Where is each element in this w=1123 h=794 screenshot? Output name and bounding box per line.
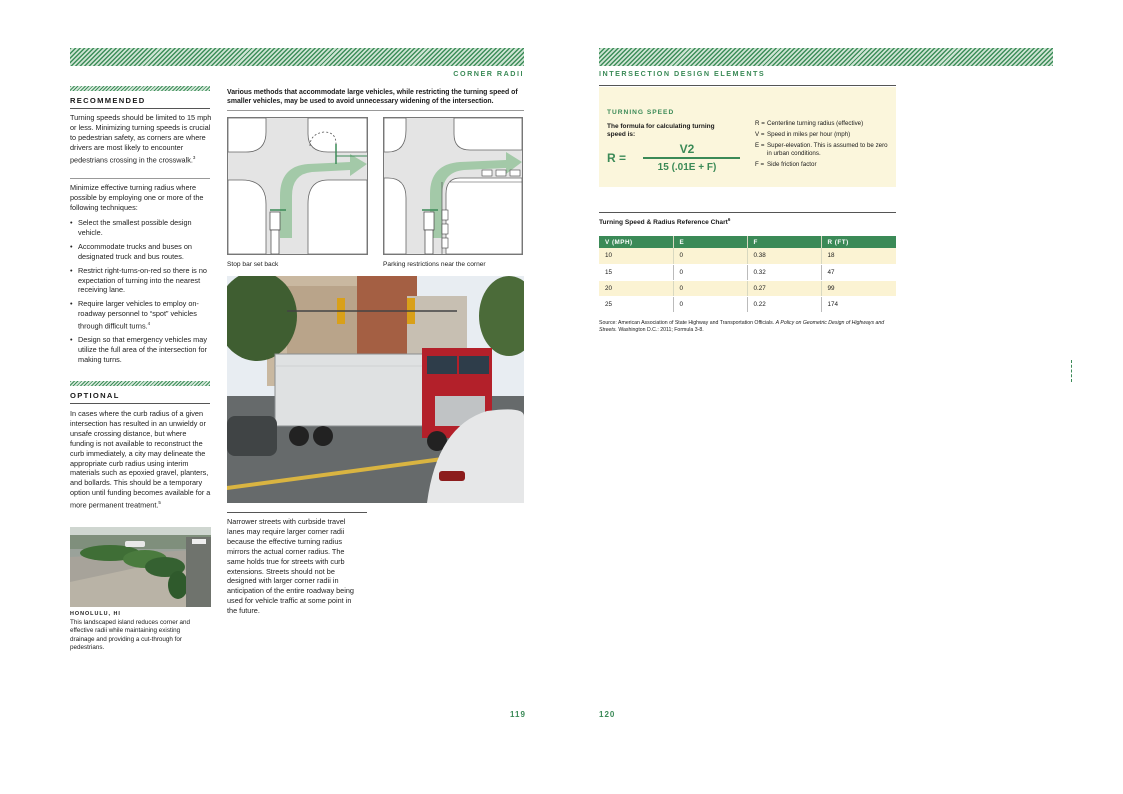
col-header-f: F <box>747 236 821 248</box>
recommended-para-2: Minimize effective turning radius where possible by employing one or more of the following techniques: <box>70 183 204 212</box>
formula-fraction-bar <box>643 157 740 159</box>
narrow-streets-text: Narrower streets with curbside travel lanes may require larger corner radii because the effective turning radius mirrors the actual corner radius. The same holds true for streets with curb extensions. Streets should not be designed with larger corner radii in anticipation of the entire roadway being used for vehicle traffic at some point in the future. <box>227 517 354 616</box>
formula-lead: The formula for calculating turning speed is: <box>607 123 715 139</box>
page-number-120: 120 <box>599 710 616 719</box>
table-cell: 0 <box>673 296 747 312</box>
list-item-text: Require larger vehicles to employ on-roadway personnel to “spot” vehicles through difficult turns. <box>78 299 199 331</box>
list-item: • Design so that emergency vehicles may utilize the full area of the intersection for making turns. <box>70 335 210 365</box>
source-title: A Policy on Geometric Design of Highways and Streets. <box>599 320 885 334</box>
formula-lhs: R = <box>607 151 627 165</box>
table-cell: 15 <box>599 264 673 280</box>
recommended-title: RECOMMENDED <box>70 96 146 105</box>
left-running-header: CORNER RADII <box>453 69 524 78</box>
table-cell: 0 <box>673 264 747 280</box>
table-cell: 0.27 <box>747 280 821 296</box>
table-row <box>599 264 896 280</box>
col-header-v: V (MPH) <box>599 236 673 248</box>
table-cell: 99 <box>821 280 896 296</box>
table-row <box>599 296 896 312</box>
legend-key: V = <box>755 131 765 138</box>
formula-legend <box>755 120 890 169</box>
table-cell: 47 <box>821 264 896 280</box>
diagram-caption-stop-bar: Stop bar set back <box>227 261 279 268</box>
intro-divider <box>227 110 524 111</box>
chart-top-rule <box>599 212 896 213</box>
table-row <box>599 248 896 264</box>
diagram-caption-parking: Parking restrictions near the corner <box>383 261 486 268</box>
list-item: • Restrict right-turns-on-red so there is no expectation of turning into the nearest receiving lane. <box>70 266 210 296</box>
table-cell: 10 <box>599 248 673 264</box>
photo-location: HONOLULU, HI <box>70 611 121 617</box>
legend-key: F = <box>755 161 765 168</box>
table-header-row <box>599 236 896 248</box>
chart-title-text: Turning Speed & Radius Reference Chart <box>599 219 728 227</box>
recommended-rule <box>70 86 210 91</box>
legend-item-v <box>755 131 890 139</box>
reference-table <box>599 236 896 313</box>
legend-text: Super-elevation. This is assumed to be zero in urban conditions. <box>767 142 888 157</box>
recommended-para-1 <box>70 113 212 165</box>
recommended-para-1-text: Turning speeds should be limited to 15 mph or less. Minimizing turning speeds is crucial to pedestrian safety, as corners are where drivers are most likely to encounter pedestrians crossing in the crosswalk. <box>70 113 212 165</box>
list-item: • Select the smallest possible design vehicle. <box>70 218 210 238</box>
table-cell: 20 <box>599 280 673 296</box>
optional-title: OPTIONAL <box>70 391 120 400</box>
recommended-divider <box>70 108 210 109</box>
table-cell: 25 <box>599 296 673 312</box>
table-cell: 0 <box>673 280 747 296</box>
legend-key: E = <box>755 142 765 149</box>
left-header-band <box>70 48 524 66</box>
optional-divider <box>70 403 210 404</box>
source-suffix: Washington D.C.: 2011; Formula 3-8. <box>616 327 704 334</box>
table-cell: 174 <box>821 296 896 312</box>
table-cell: 0.32 <box>747 264 821 280</box>
landscaped-island-image <box>70 527 211 607</box>
technique-list <box>70 218 210 369</box>
legend-text: Centerline turning radius (effective) <box>767 120 864 127</box>
formula-top-rule <box>599 85 896 86</box>
footnote-3: 3 <box>192 154 196 160</box>
stop-bar-diagram <box>227 117 368 255</box>
legend-item-r <box>755 120 890 128</box>
turning-speed-title: TURNING SPEED <box>607 109 675 116</box>
table-cell: 0.22 <box>747 296 821 312</box>
chart-title <box>599 217 730 226</box>
right-header-band <box>599 48 1053 66</box>
optional-rule <box>70 381 210 386</box>
source-note <box>599 320 889 335</box>
table-cell: 0 <box>673 248 747 264</box>
formula-numerator: V2 <box>679 142 695 156</box>
formula-denominator: 15 (.01E + F) <box>657 162 717 173</box>
legend-text: Speed in miles per hour (mph) <box>767 131 851 138</box>
parking-restrictions-diagram <box>383 117 523 255</box>
legend-item-e <box>755 142 890 158</box>
list-item: • Accommodate trucks and buses on designated truck and bus routes. <box>70 242 210 262</box>
optional-para <box>70 409 212 510</box>
col-header-e: E <box>673 236 747 248</box>
legend-text: Side friction factor <box>767 161 817 168</box>
page-edge-mark <box>1071 360 1072 382</box>
honolulu-photo <box>70 527 211 607</box>
footnote-4: 4 <box>147 321 151 327</box>
list-item <box>70 299 210 331</box>
legend-item-f <box>755 161 890 169</box>
page-number-119: 119 <box>510 710 526 719</box>
truck-photo <box>227 276 524 503</box>
turning-speed-box <box>599 87 896 187</box>
footnote-5: 5 <box>158 500 161 506</box>
footnote-6: 6 <box>727 217 731 222</box>
optional-para-text: In cases where the curb radius of a given intersection has resulted in an unwieldy or unsafe crossing distance, but where funding is not available to reconstruct the curb immediately, a city may delineate the appropriate curb radius using interim materials such as epoxied gravel, planters, and bollards. This should be a temporary option until funding becomes available for a more permanent treatment. <box>70 409 211 510</box>
source-prefix: Source: American Association of State Highway and Transportation Officials. <box>599 320 776 326</box>
table-cell: 18 <box>821 248 896 264</box>
table-row <box>599 280 896 296</box>
legend-key: R = <box>755 120 765 127</box>
table-cell: 0.38 <box>747 248 821 264</box>
narrow-divider <box>227 512 367 513</box>
photo-caption: This landscaped island reduces corner and effective radii while maintaining existing drainage and providing a cut-through for pedestrians. <box>70 619 191 652</box>
col-header-r: R (FT) <box>821 236 896 248</box>
intro-text: Various methods that accommodate large vehicles, while restricting the turning speed of smaller vehicles, may be used to avoid unnecessary widening of the intersection. <box>227 89 518 105</box>
right-running-header: INTERSECTION DESIGN ELEMENTS <box>599 69 766 78</box>
recommended-divider-2 <box>70 178 210 179</box>
truck-turning-image <box>227 276 524 503</box>
